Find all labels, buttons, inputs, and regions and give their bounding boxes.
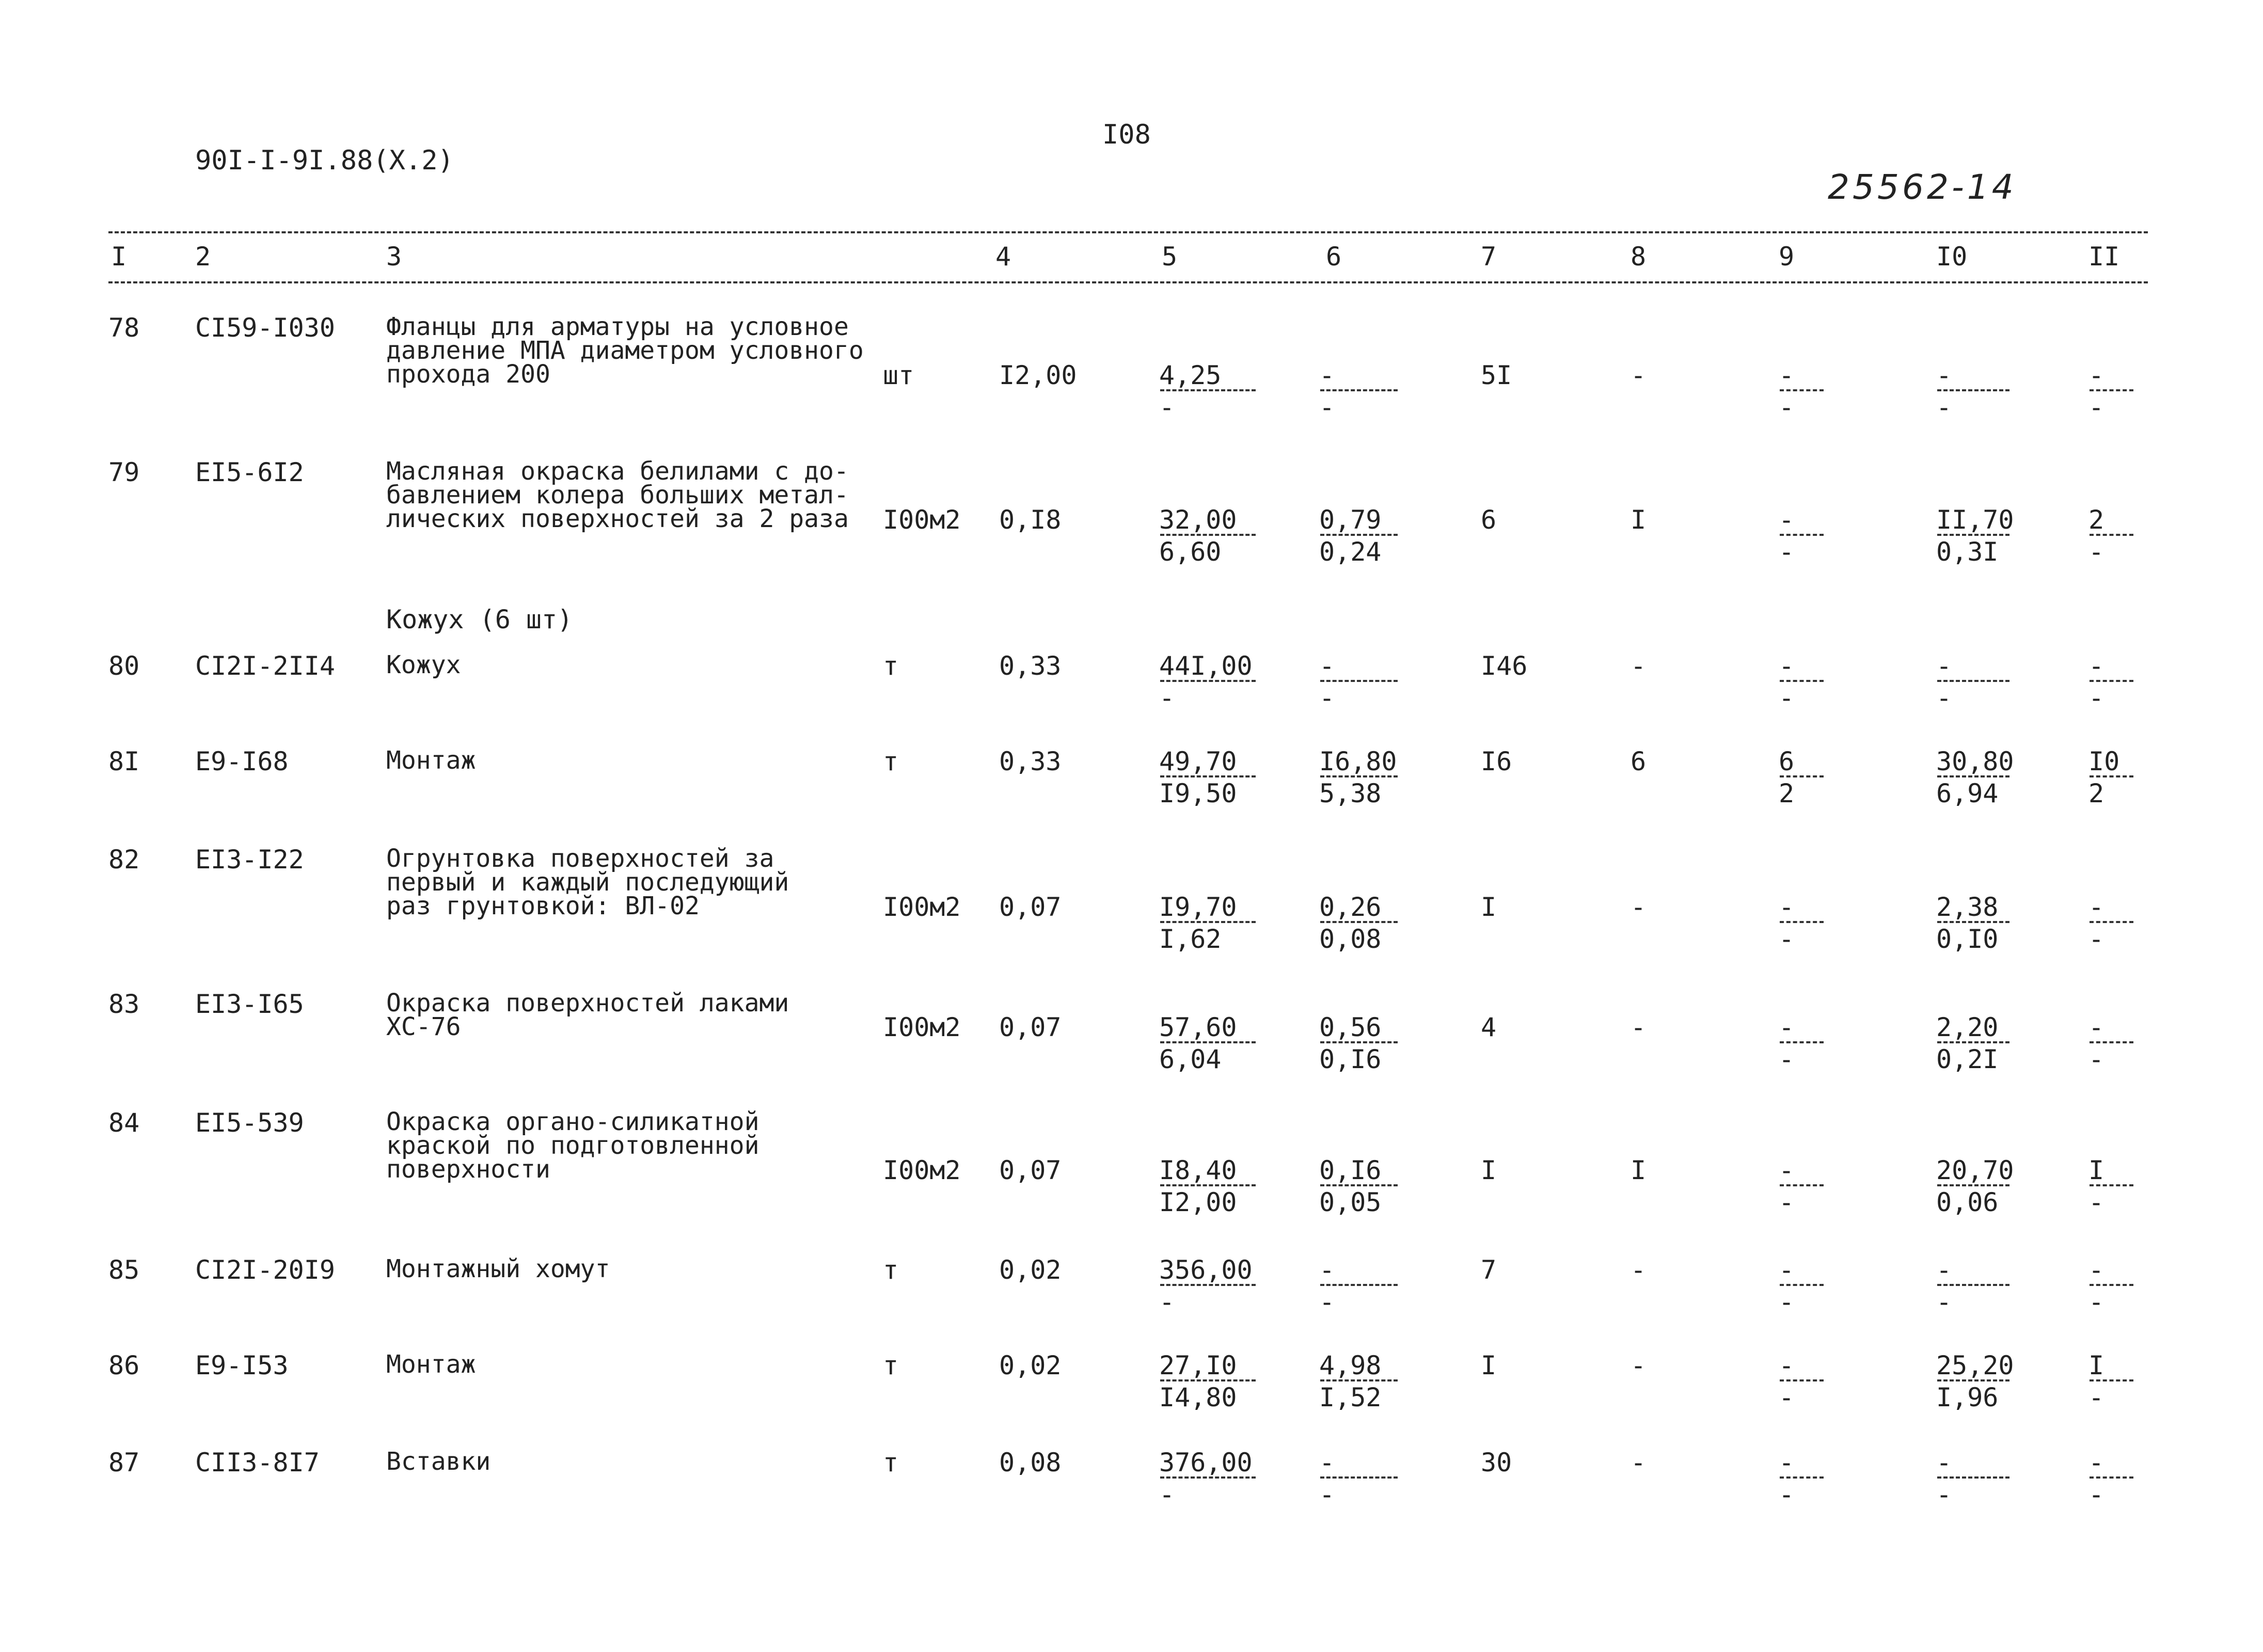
fraction-denominator: 2	[2088, 779, 2104, 808]
col8-value: -	[1631, 1012, 1647, 1042]
column-header-2: 2	[195, 242, 211, 272]
fraction-numerator: 4,98	[1319, 1351, 1382, 1380]
fraction-denominator: -	[1159, 1480, 1175, 1510]
fraction-numerator: I6,80	[1319, 746, 1397, 776]
fraction-numerator: -	[1779, 1255, 1795, 1285]
col5-fraction	[1159, 651, 1253, 713]
fraction-numerator: -	[1936, 651, 1952, 681]
fraction-denominator: -	[1159, 683, 1175, 713]
fraction-bar	[1320, 680, 1398, 682]
column-header-1: I	[111, 242, 127, 272]
fraction-bar	[2090, 1476, 2133, 1479]
fraction-numerator: 27,I0	[1159, 1351, 1237, 1380]
col10-fraction	[1936, 1448, 2014, 1510]
col5-fraction	[1159, 1351, 1237, 1412]
fraction-denominator: -	[2088, 924, 2104, 954]
work-description: Фланцы для арматуры на условное давление МПА диаметром условного прохода 200	[386, 312, 864, 389]
fraction-denominator: -	[2088, 1287, 2104, 1317]
quantity: 0,08	[999, 1448, 1062, 1478]
fraction-numerator: -	[1779, 1448, 1795, 1478]
col6-fraction	[1319, 1012, 1397, 1074]
row-number: 84	[108, 1108, 140, 1138]
col6-fraction	[1319, 505, 1397, 567]
col7-value: 4	[1481, 1012, 1497, 1042]
fraction-denominator: 0,2I	[1936, 1044, 1999, 1074]
quantity: 0,02	[999, 1351, 1062, 1380]
fraction-bar	[1780, 534, 1824, 536]
row-number: 87	[108, 1448, 140, 1478]
header-rule-bottom	[108, 281, 2148, 283]
col10-fraction	[1936, 1155, 2014, 1217]
fraction-denominator: 0,05	[1319, 1187, 1382, 1217]
fraction-bar	[1937, 1284, 2009, 1286]
sheet-code: 25562-14	[1828, 167, 2017, 207]
fraction-numerator: -	[1319, 1255, 1335, 1285]
col9-fraction	[1779, 1012, 1856, 1074]
row-number: 82	[108, 845, 140, 875]
quantity: 0,02	[999, 1255, 1062, 1285]
col7-value: 6	[1481, 505, 1497, 535]
col8-value: -	[1631, 892, 1647, 922]
fraction-denominator: -	[2088, 537, 2104, 567]
work-description: Окраска органо-силикатной краской по подготовленной поверхности	[386, 1107, 759, 1184]
fraction-numerator: -	[1779, 1012, 1795, 1042]
quantity: I2,00	[999, 360, 1077, 390]
col10-fraction	[1936, 1012, 2014, 1074]
col10-fraction	[1936, 1255, 2014, 1317]
work-description: Окраска поверхностей лаками ХС-76	[386, 989, 789, 1041]
col7-value: 30	[1481, 1448, 1512, 1478]
col11-fraction	[2088, 892, 2166, 954]
section-title: Кожух (6 шт)	[386, 605, 573, 634]
fraction-numerator: 44I,00	[1159, 651, 1253, 681]
quantity: 0,07	[999, 1155, 1062, 1185]
fraction-denominator: I,62	[1159, 924, 1222, 954]
fraction-bar	[1320, 1041, 1398, 1043]
fraction-denominator: -	[1319, 1287, 1335, 1317]
col9-fraction	[1779, 892, 1856, 954]
fraction-numerator: -	[1319, 360, 1335, 390]
fraction-denominator: I9,50	[1159, 779, 1237, 808]
fraction-bar	[1780, 1284, 1824, 1286]
fraction-numerator: 4,25	[1159, 360, 1222, 390]
col6-fraction	[1319, 746, 1397, 808]
fraction-bar	[1320, 1184, 1398, 1186]
quantity: 0,33	[999, 746, 1062, 776]
work-description: Монтаж	[386, 1350, 476, 1379]
row-number: 80	[108, 651, 140, 681]
fraction-bar	[1937, 1379, 2009, 1381]
fraction-numerator: -	[1779, 505, 1795, 535]
document-code: 90I-I-9I.88(X.2)	[195, 145, 454, 176]
fraction-denominator: 6,94	[1936, 779, 1999, 808]
fraction-numerator: II,70	[1936, 505, 2014, 535]
fraction-denominator: I,96	[1936, 1383, 1999, 1412]
col8-value: -	[1631, 360, 1647, 390]
fraction-bar	[2090, 1284, 2133, 1286]
col11-fraction	[2088, 1012, 2166, 1074]
fraction-numerator: -	[2088, 1012, 2104, 1042]
fraction-bar	[1780, 680, 1824, 682]
col6-fraction	[1319, 1448, 1397, 1510]
fraction-denominator: -	[1779, 1287, 1795, 1317]
col7-value: 5I	[1481, 360, 1512, 390]
fraction-bar	[1780, 1379, 1824, 1381]
col9-fraction	[1779, 746, 1856, 808]
fraction-numerator: 0,26	[1319, 892, 1382, 922]
fraction-bar	[2090, 389, 2133, 391]
fraction-bar	[2090, 534, 2133, 536]
fraction-bar	[1780, 1041, 1824, 1043]
col8-value: -	[1631, 1255, 1647, 1285]
fraction-numerator: -	[1936, 1448, 1952, 1478]
rate-code: EI3-I22	[195, 845, 304, 875]
fraction-denominator: 0,3I	[1936, 537, 1999, 567]
col10-fraction	[1936, 505, 2014, 567]
unit: т	[883, 746, 899, 776]
fraction-denominator: -	[2088, 1383, 2104, 1412]
fraction-bar	[1160, 1284, 1256, 1286]
fraction-bar	[1160, 921, 1256, 923]
fraction-numerator: 25,20	[1936, 1351, 2014, 1380]
fraction-denominator: 6,60	[1159, 537, 1222, 567]
fraction-bar	[2090, 1379, 2133, 1381]
fraction-bar	[1937, 389, 2009, 391]
fraction-bar	[2090, 1041, 2133, 1043]
col11-fraction	[2088, 746, 2166, 808]
work-description: Кожух	[386, 650, 461, 679]
column-header-6: 6	[1326, 242, 1342, 272]
fraction-bar	[1937, 775, 2009, 777]
fraction-bar	[1937, 680, 2009, 682]
fraction-bar	[1160, 1379, 1256, 1381]
fraction-denominator: -	[2088, 1480, 2104, 1510]
fraction-bar	[1160, 534, 1256, 536]
fraction-numerator: -	[1779, 651, 1795, 681]
col10-fraction	[1936, 746, 2014, 808]
fraction-bar	[1780, 921, 1824, 923]
fraction-numerator: 30,80	[1936, 746, 2014, 776]
col7-value: I6	[1481, 746, 1512, 776]
fraction-numerator: -	[2088, 1448, 2104, 1478]
fraction-numerator: -	[2088, 1255, 2104, 1285]
row-number: 86	[108, 1351, 140, 1380]
col10-fraction	[1936, 651, 2014, 713]
fraction-denominator: -	[1779, 1187, 1795, 1217]
unit: I00м2	[883, 1155, 961, 1185]
col8-value: 6	[1631, 746, 1647, 776]
col11-fraction	[2088, 1448, 2166, 1510]
fraction-denominator: 5,38	[1319, 779, 1382, 808]
unit: т	[883, 651, 899, 681]
column-header-8: 8	[1631, 242, 1647, 272]
fraction-denominator: -	[1779, 1044, 1795, 1074]
col5-fraction	[1159, 360, 1237, 422]
fraction-bar	[1160, 775, 1256, 777]
fraction-numerator: 20,70	[1936, 1155, 2014, 1185]
fraction-numerator: -	[1319, 1448, 1335, 1478]
fraction-bar	[1937, 1041, 2009, 1043]
rate-code: CII3-8I7	[195, 1448, 320, 1478]
fraction-denominator: -	[1779, 683, 1795, 713]
fraction-denominator: -	[1779, 537, 1795, 567]
fraction-numerator: -	[1319, 651, 1335, 681]
fraction-denominator: -	[1779, 924, 1795, 954]
rate-code: EI5-539	[195, 1108, 304, 1138]
unit: I00м2	[883, 892, 961, 922]
fraction-denominator: -	[1779, 1480, 1795, 1510]
col9-fraction	[1779, 505, 1856, 567]
rate-code: E9-I53	[195, 1351, 289, 1380]
fraction-denominator: -	[2088, 683, 2104, 713]
row-number: 83	[108, 989, 140, 1019]
fraction-bar	[1160, 389, 1256, 391]
col10-fraction	[1936, 1351, 2014, 1412]
quantity: 0,07	[999, 1012, 1062, 1042]
fraction-bar	[1160, 680, 1256, 682]
fraction-denominator: -	[2088, 392, 2104, 422]
quantity: 0,07	[999, 892, 1062, 922]
unit: шт	[883, 360, 914, 390]
fraction-bar	[2090, 921, 2133, 923]
rate-code: EI3-I65	[195, 989, 304, 1019]
fraction-bar	[1160, 1041, 1256, 1043]
fraction-denominator: -	[1936, 392, 1952, 422]
fraction-bar	[1320, 389, 1398, 391]
fraction-denominator: I,52	[1319, 1383, 1382, 1412]
fraction-bar	[1320, 1379, 1398, 1381]
col5-fraction	[1159, 1255, 1253, 1317]
fraction-bar	[1320, 1284, 1398, 1286]
fraction-bar	[2090, 775, 2133, 777]
column-header-9: 9	[1779, 242, 1795, 272]
fraction-bar	[1780, 1476, 1824, 1479]
column-header-5: 5	[1162, 242, 1178, 272]
fraction-denominator: 0,I0	[1936, 924, 1999, 954]
fraction-numerator: -	[2088, 360, 2104, 390]
fraction-numerator: -	[1779, 1351, 1795, 1380]
fraction-bar	[2090, 1184, 2133, 1186]
fraction-denominator: 0,I6	[1319, 1044, 1382, 1074]
fraction-numerator: 356,00	[1159, 1255, 1253, 1285]
column-header-4: 4	[995, 242, 1011, 272]
quantity: 0,33	[999, 651, 1062, 681]
col7-value: I	[1481, 1351, 1497, 1380]
col9-fraction	[1779, 1155, 1856, 1217]
column-header-10: I0	[1936, 242, 1968, 272]
fraction-bar	[2090, 680, 2133, 682]
col10-fraction	[1936, 360, 2014, 422]
fraction-numerator: 2	[2088, 505, 2104, 535]
work-description: Огрунтовка поверхностей за первый и каждый последующий раз грунтовкой: ВЛ-02	[386, 844, 789, 920]
fraction-denominator: -	[1936, 1480, 1952, 1510]
fraction-numerator: -	[2088, 892, 2104, 922]
rate-code: CI2I-20I9	[195, 1255, 335, 1285]
col11-fraction	[2088, 505, 2166, 567]
fraction-numerator: -	[1779, 360, 1795, 390]
col7-value: 7	[1481, 1255, 1497, 1285]
fraction-numerator: 32,00	[1159, 505, 1237, 535]
fraction-denominator: -	[2088, 1044, 2104, 1074]
row-number: 78	[108, 313, 140, 343]
fraction-numerator: I	[2088, 1351, 2104, 1380]
fraction-bar	[1320, 775, 1398, 777]
rate-code: CI2I-2II4	[195, 651, 335, 681]
rate-code: E9-I68	[195, 746, 289, 776]
col5-fraction	[1159, 746, 1237, 808]
fraction-numerator: 0,I6	[1319, 1155, 1382, 1185]
fraction-denominator: -	[1319, 1480, 1335, 1510]
fraction-denominator: -	[1159, 1287, 1175, 1317]
unit: I00м2	[883, 505, 961, 535]
fraction-bar	[1320, 534, 1398, 536]
fraction-denominator: -	[1936, 1287, 1952, 1317]
col9-fraction	[1779, 360, 1856, 422]
fraction-denominator: 0,08	[1319, 924, 1382, 954]
col5-fraction	[1159, 1012, 1237, 1074]
col6-fraction	[1319, 360, 1397, 422]
fraction-bar	[1320, 1476, 1398, 1479]
unit: т	[883, 1351, 899, 1380]
fraction-bar	[1937, 1476, 2009, 1479]
col9-fraction	[1779, 651, 1856, 713]
col11-fraction	[2088, 360, 2166, 422]
row-number: 85	[108, 1255, 140, 1285]
work-description: Вставки	[386, 1447, 491, 1476]
col8-value: -	[1631, 1448, 1647, 1478]
col6-fraction	[1319, 651, 1397, 713]
unit: I00м2	[883, 1012, 961, 1042]
fraction-denominator: -	[1936, 683, 1952, 713]
fraction-numerator: 49,70	[1159, 746, 1237, 776]
column-header-7: 7	[1481, 242, 1497, 272]
fraction-numerator: 2,38	[1936, 892, 1999, 922]
fraction-bar	[1780, 1184, 1824, 1186]
col8-value: -	[1631, 1351, 1647, 1380]
rate-code: CI59-I030	[195, 313, 335, 343]
unit: т	[883, 1448, 899, 1478]
fraction-numerator: -	[1779, 892, 1795, 922]
col9-fraction	[1779, 1255, 1856, 1317]
work-description: Монтаж	[386, 746, 476, 775]
work-description: Монтажный хомут	[386, 1254, 610, 1283]
col9-fraction	[1779, 1351, 1856, 1412]
work-description: Масляная окраска белилами с до- бавлением колера больших метал- лических поверхностей за 2 раза	[386, 457, 849, 533]
col11-fraction	[2088, 651, 2166, 713]
page-number: I08	[1102, 119, 1151, 150]
fraction-numerator: 57,60	[1159, 1012, 1237, 1042]
col11-fraction	[2088, 1255, 2166, 1317]
row-number: 8I	[108, 746, 140, 776]
fraction-denominator: -	[1779, 392, 1795, 422]
unit: т	[883, 1255, 899, 1285]
fraction-bar	[1320, 921, 1398, 923]
col8-value: -	[1631, 651, 1647, 681]
fraction-bar	[1160, 1184, 1256, 1186]
column-header-11: II	[2088, 242, 2120, 272]
fraction-bar	[1937, 534, 2009, 536]
fraction-denominator: -	[1319, 392, 1335, 422]
col5-fraction	[1159, 1448, 1253, 1510]
fraction-denominator: 0,06	[1936, 1187, 1999, 1217]
fraction-bar	[1780, 389, 1824, 391]
fraction-numerator: 6	[1779, 746, 1795, 776]
col5-fraction	[1159, 1155, 1237, 1217]
col6-fraction	[1319, 1351, 1397, 1412]
fraction-numerator: 0,79	[1319, 505, 1382, 535]
fraction-denominator: 0,24	[1319, 537, 1382, 567]
fraction-denominator: -	[1159, 392, 1175, 422]
col11-fraction	[2088, 1351, 2166, 1412]
fraction-numerator: I8,40	[1159, 1155, 1237, 1185]
rate-code: EI5-6I2	[195, 457, 304, 487]
fraction-numerator: -	[1779, 1155, 1795, 1185]
col10-fraction	[1936, 892, 2014, 954]
fraction-numerator: -	[2088, 651, 2104, 681]
col8-value: I	[1631, 1155, 1647, 1185]
fraction-numerator: -	[1936, 360, 1952, 390]
fraction-denominator: -	[2088, 1187, 2104, 1217]
col5-fraction	[1159, 892, 1237, 954]
fraction-denominator: I4,80	[1159, 1383, 1237, 1412]
quantity: 0,I8	[999, 505, 1062, 535]
col6-fraction	[1319, 1255, 1397, 1317]
fraction-numerator: -	[1936, 1255, 1952, 1285]
row-number: 79	[108, 457, 140, 487]
col5-fraction	[1159, 505, 1237, 567]
header-rule-top	[108, 231, 2148, 233]
col8-value: I	[1631, 505, 1647, 535]
fraction-denominator: 6,04	[1159, 1044, 1222, 1074]
fraction-numerator: 376,00	[1159, 1448, 1253, 1478]
col11-fraction	[2088, 1155, 2166, 1217]
fraction-numerator: I9,70	[1159, 892, 1237, 922]
fraction-numerator: 0,56	[1319, 1012, 1382, 1042]
fraction-bar	[1937, 921, 2009, 923]
fraction-numerator: I	[2088, 1155, 2104, 1185]
fraction-bar	[1937, 1184, 2009, 1186]
fraction-bar	[1780, 775, 1824, 777]
fraction-numerator: I0	[2088, 746, 2120, 776]
fraction-denominator: 2	[1779, 779, 1795, 808]
fraction-denominator: -	[1319, 683, 1335, 713]
fraction-denominator: I2,00	[1159, 1187, 1237, 1217]
column-header-3: 3	[386, 242, 402, 272]
col7-value: I46	[1481, 651, 1528, 681]
col9-fraction	[1779, 1448, 1856, 1510]
fraction-bar	[1160, 1476, 1256, 1479]
col6-fraction	[1319, 1155, 1397, 1217]
fraction-denominator: -	[1779, 1383, 1795, 1412]
col6-fraction	[1319, 892, 1397, 954]
col7-value: I	[1481, 892, 1497, 922]
col7-value: I	[1481, 1155, 1497, 1185]
fraction-numerator: 2,20	[1936, 1012, 1999, 1042]
